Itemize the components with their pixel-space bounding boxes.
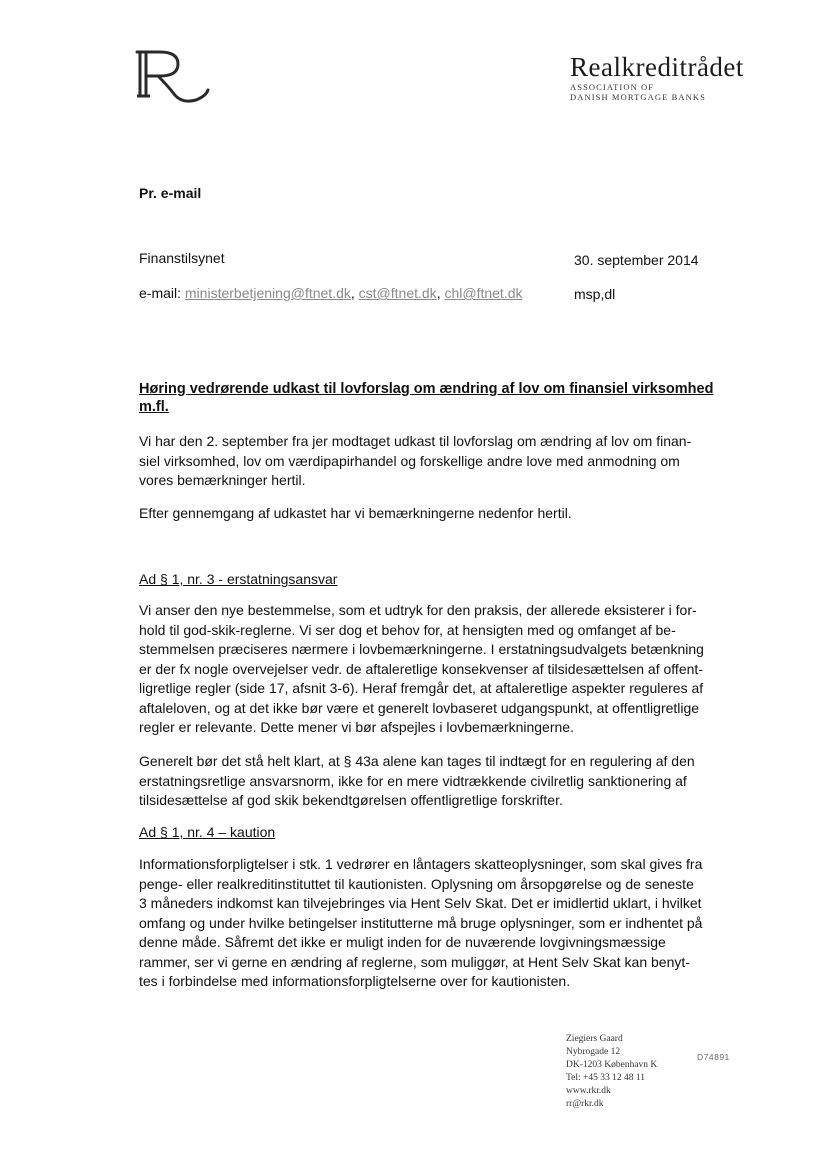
text-line: ligretlige regler (side 17, afsnit 3-6). Heraf fremgår det, at aftaleretlige aspekter reguleres af [139, 680, 704, 696]
footer-line: DK-1203 København K [566, 1060, 658, 1070]
text-line: Vi anser den nye bestemmelse, som et udtryk for den praksis, der allerede eksisterer i for- [139, 602, 697, 618]
section2-heading: Ad § 1, nr. 4 – kaution [139, 824, 276, 840]
section2-paragraph-1 [139, 855, 731, 992]
rr-monogram-logo [134, 46, 210, 106]
org-subtitle-1: ASSOCIATION OF [570, 82, 655, 92]
footer-address [566, 1033, 657, 1111]
text-line: omfang og under hvilke betingelser institutterne må bruge oplysninger, som er indhentet på [139, 914, 703, 931]
reference-initials: msp,dl [574, 286, 616, 302]
text-line: vores bemærkninger hertil. [139, 472, 306, 488]
delivery-method: Pr. e-mail [139, 185, 202, 201]
org-subtitle-2: DANISH MORTGAGE BANKS [570, 92, 706, 102]
document-reference: D74891 [697, 1052, 730, 1062]
recipient-name: Finanstilsynet [139, 250, 225, 266]
footer-line[interactable]: rr@rkr.dk [566, 1099, 604, 1109]
email-link-2[interactable]: cst@ftnet.dk [358, 285, 437, 301]
email-separator: , [350, 285, 355, 301]
text-line: 3 måneders indkomst kan tilvejebringes via Hent Selv Skat. Det er imidlertid uklart, i hvilket [139, 895, 702, 911]
recipient-email-line [139, 284, 523, 302]
text-line: aftaleloven, og at det ikke bør være et generelt lovbaseret udgangspunkt, at offentligretlige [139, 699, 700, 716]
text-line: regler er relevante. Dette mener vi bør afspejles i lovbemærkningerne. [139, 719, 574, 735]
footer-line: Tel: +45 33 12 48 11 [566, 1073, 646, 1083]
intro-paragraph [139, 432, 731, 491]
text-line: penge- eller realkreditinstituttet til kautionisten. Oplysning om årsopgørelse og de seneste [139, 875, 694, 892]
email-separator: , [436, 285, 441, 301]
org-header [570, 52, 744, 102]
text-line: tilsidesættelse af god skik bekendtgørelsen offentligretlige forskrifter. [139, 792, 563, 808]
section1-paragraph-1 [139, 601, 731, 738]
text-line: Informationsforpligtelser i stk. 1 vedrører en låntagers skatteoplysninger, som skal gives fra [139, 856, 703, 872]
text-line: siel virksomhed, lov om værdipapirhandel og forskellige andre love med anmodning om [139, 452, 680, 469]
text-line: erstatningsretlige ansvarsnorm, ikke for en mere vidtrækkende civilretlig sanktionering af [139, 772, 687, 789]
text-line: stemmelsen præciseres nærmere i lovbemærkningerne. I erstatningsudvalgets betænkning [139, 641, 704, 657]
text-line: hold til god-skik-reglerne. Vi ser dog et behov for, at hensigten med og omfanget af be- [139, 621, 676, 638]
text-line: Vi har den 2. september fra jer modtaget udkast til lovforslag om ændring af lov om finan- [139, 433, 692, 449]
intro-paragraph-2: Efter gennemgang af udkastet har vi bemærkningerne nedenfor hertil. [139, 505, 572, 521]
email-label: e-mail: [139, 285, 182, 301]
section1-paragraph-2 [139, 752, 731, 811]
text-line: denne måde. Såfremt det ikke er muligt inden for de nuværende lovgivningsmæssige [139, 934, 666, 950]
text-line: Generelt bør det stå helt klart, at § 43a alene kan tages til indtægt for en regulering af den [139, 753, 695, 769]
footer-line[interactable]: www.rkr.dk [566, 1086, 611, 1096]
section1-heading: Ad § 1, nr. 3 - erstatningsansvar [139, 571, 338, 587]
letter-date: 30. september 2014 [574, 252, 699, 268]
email-link-3[interactable]: chl@ftnet.dk [444, 285, 523, 301]
text-line: rammer, ser vi gerne en ændring af reglerne, som muliggør, at Hent Selv Skat kan benyt- [139, 953, 690, 970]
org-name: Realkreditrådet [570, 52, 744, 82]
subject-heading: Høring vedrørende udkast til lovforslag om ændring af lov om finansiel virksomhed m.fl. [139, 381, 714, 415]
text-line: er der fx nogle overvejelser vedr. de aftaleretlige konsekvenser af tilsidesættelsen af offent- [139, 660, 703, 677]
text-line: tes i forbindelse med informationsforpligtelserne over for kautionisten. [139, 973, 571, 989]
footer-line: Nybrogade 12 [566, 1047, 621, 1057]
footer-line: Ziegiers Gaard [566, 1034, 623, 1044]
email-link-1[interactable]: ministerbetjening@ftnet.dk [184, 285, 351, 301]
